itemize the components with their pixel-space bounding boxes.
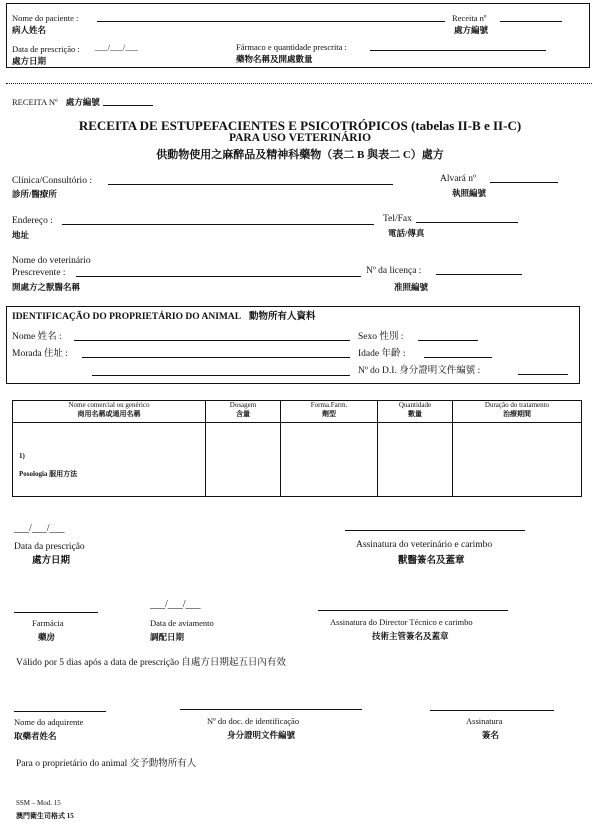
clinic-zh: 診所/醫療所 [12,189,57,199]
pharmacy-zh: 藥房 [38,632,56,642]
col-form [281,401,378,423]
footer-model: SSM – Mod. 15 [16,799,61,807]
acquirer-name-line[interactable] [14,711,106,712]
owner-id-label: Nº do D.I. 身分證明文件編號 : [358,366,481,376]
address-zh: 地址 [12,230,30,240]
pharmacy-label: Farmácia [32,618,64,628]
clinic-label: Clínica/Consultório : [12,176,92,186]
address-field[interactable] [62,224,374,225]
acquirer-name-label: Nome do adquirente [14,717,84,727]
telfax-zh: 電話/傳真 [388,228,425,238]
license-label: Nº da licença : [366,266,422,276]
acquirer-signature-zh: 簽名 [482,730,500,740]
vet-name-zh: 開處方之獸醫名稱 [12,282,81,292]
vet-name-label-1: Nome do veterinário [12,256,91,266]
owner-heading [12,312,315,322]
drug-qty-label: Fármaco e quantidade prescrita : [236,42,347,52]
cut-line [6,83,592,84]
director-signature-label: Assinatura do Director Técnico e carimbo [330,617,473,627]
receita-label-zh: 處方編號 [65,97,100,107]
col-qty [378,401,453,423]
director-signature-line[interactable] [318,610,508,611]
drug-qty-zh: 藥物名稱及開處數量 [236,54,313,64]
owner-address-label: Morada 住址 : [12,349,68,359]
owner-heading-zh: 動物所有人資料 [248,312,316,322]
col-qty-zh: 數量 [408,410,422,418]
vet-name-label-2: Prescrevente : [12,268,66,278]
owner-id-field[interactable] [518,374,568,375]
id-doc-label: Nº do doc. de identificação [207,716,300,726]
med-name-cell[interactable] [13,423,206,497]
owner-age-field[interactable] [424,357,492,358]
form-title-zh: 供動物使用之麻醉品及精神科藥物（表二 B 與表二 C）處方 [156,149,444,161]
form-title: RECEITA DE ESTUPEFACIENTES E PSICOTRÓPICOS (tabelas II-B e II-C) [78,118,522,133]
telfax-label: Tel/Fax [383,214,412,224]
col-dosage [206,401,281,423]
vet-signature-line[interactable] [345,530,525,531]
acquirer-name-zh: 取藥者姓名 [14,731,57,741]
dispense-date-label: Data de aviamento [150,618,214,628]
posology-label: Posologia 服用方法 [19,470,78,478]
pharmacy-line[interactable] [14,612,98,613]
acquirer-signature-label: Assinatura [466,716,503,726]
vet-name-field[interactable] [76,276,361,277]
alvara-label: Alvará nº [440,174,476,184]
id-doc-line[interactable] [180,709,362,710]
owner-sex-field[interactable] [418,340,478,341]
owner-heading-text: IDENTIFICAÇÃO DO PROPRIETÁRIO DO ANIMAL [12,312,241,322]
sig1-date-label: Data da prescrição [14,542,85,552]
form-subtitle: PARA USO VETERINÁRIO [228,132,372,144]
dispense-date-field[interactable]: ___/___/___ [150,599,201,610]
vet-signature-label: Assinatura do veterinário e carimbo [356,540,493,550]
col-name [13,401,206,423]
owner-sex-label: Sexo 性別 : [358,332,404,342]
acquirer-signature-line[interactable] [430,710,554,711]
receita-no-zh: 處方編號 [454,25,489,35]
dispense-date-zh: 調配日期 [150,632,185,642]
alvara-zh: 執照編號 [452,188,487,198]
license-zh: 准照編號 [394,282,429,292]
vet-signature-zh: 獸醫簽名及蓋章 [398,556,465,566]
id-doc-zh: 身分證明文件編號 [227,730,296,740]
med-qty-cell[interactable] [378,423,453,497]
col-qty-pt: Quantidade [398,401,432,409]
owner-address-field-2[interactable] [92,375,350,376]
prescription-date-label: Data de prescrição : [12,44,80,54]
address-label: Endereço : [12,216,53,226]
col-name-zh: 商用名稱或通用名稱 [77,410,141,418]
receita-label [12,97,100,107]
license-field[interactable] [436,274,522,275]
telfax-field[interactable] [416,222,518,223]
owner-age-label: Idade 年齡 : [358,349,406,359]
patient-name-label: Nome do paciente : [12,13,79,23]
col-duration-pt: Duração do tratamento [484,401,550,409]
col-duration-zh: 治療期間 [503,410,531,418]
director-signature-zh: 技術主管簽名及蓋章 [372,631,449,641]
med-item-number: 1) [19,452,25,460]
validity-text: Válido por 5 dias após a data de prescrição 自處方日期起五日內有效 [16,658,286,668]
col-duration [453,401,582,423]
receita-number-field[interactable] [103,105,153,106]
owner-address-field[interactable] [82,357,350,358]
owner-name-label: Nome 姓名 : [12,332,62,342]
patient-name-field[interactable] [97,21,445,22]
med-dosage-cell[interactable] [206,423,281,497]
owner-copy-text: Para o proprietário do animal 交予動物所有人 [16,759,197,769]
meds-table [12,400,582,497]
med-form-cell[interactable] [281,423,378,497]
prescription-date-zh: 處方日期 [12,56,47,66]
sig1-date-zh: 處方日期 [32,556,71,566]
sig1-date-field[interactable]: ___/___/___ [14,523,65,534]
owner-name-field[interactable] [74,340,350,341]
col-name-pt: Nome comercial ou genérico [68,401,150,409]
prescription-date-field[interactable]: ___/___/___ [95,42,138,52]
receita-no-label: Receita nº [452,13,487,23]
receita-no-field[interactable] [500,21,562,22]
drug-qty-field[interactable] [370,50,546,51]
col-form-pt: Forma.Farm. [310,401,348,409]
col-dosage-zh: 含量 [236,410,250,418]
receita-label-text: RECEITA Nº [12,97,58,107]
med-duration-cell[interactable] [453,423,582,497]
alvara-field[interactable] [490,182,558,183]
col-form-zh: 劑型 [322,410,336,418]
patient-name-zh: 病人姓名 [12,25,47,35]
footer-model-zh: 澳門衛生司格式 15 [16,812,74,820]
col-dosage-pt: Dosagem [229,401,257,409]
clinic-field[interactable] [108,184,393,185]
